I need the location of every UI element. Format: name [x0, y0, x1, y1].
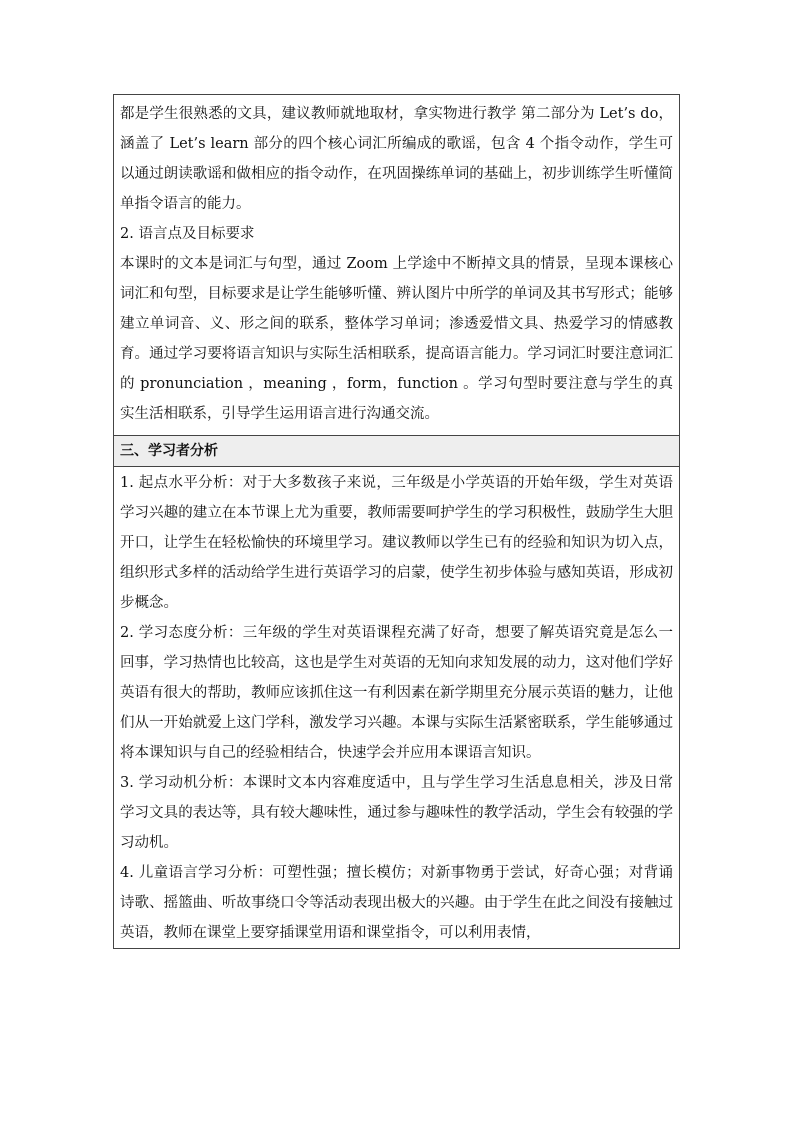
paragraph: 本课时的文本是词汇与句型，通过 Zoom 上学途中不断掉文具的情景，呈现本课核心词汇和句型，目标要求是让学生能够听懂、辨认图片中所学的单词及其书写形式；能够建立单词音、义、形之间的联系，整体学习单词；渗透爱惜文具、热爱学习的情感教育。通过学习要将语言知识与实际生活相联系，提高语言能力。学习词汇时要注意词汇的 pronunciation ，meaning ，form，function 。学习句型时要注意与学生的真实生活相联系，引导学生运用语言进行沟通交流。 — [120, 256, 673, 422]
paragraph: 1. 起点水平分析：对于大多数孩子来说，三年级是小学英语的开始年级，学生对英语学习兴趣的建立在本节课上尤为重要，教师需要呵护学生的学习积极性，鼓励学生大胆开口，让学生在轻松愉快的环境里学习。建议教师以学生已有的经验和知识为切入点，组织形式多样的活动给学生进行英语学习的启蒙，使学生初步体验与感知英语，形成初步概念。 — [120, 475, 673, 611]
learner-analysis-cell — [114, 466, 679, 948]
paragraph: 3. 学习动机分析：本课时文本内容难度适中，且与学生学习生活息息相关，涉及日常学习文具的表达等，具有较大趣味性，通过参与趣味性的教学活动，学生会有较强的学习动机。 — [120, 775, 673, 851]
textbook-analysis-cell — [114, 95, 679, 435]
lesson-plan-table — [113, 94, 680, 949]
paragraph: 4. 儿童语言学习分析：可塑性强；擅长模仿；对新事物勇于尝试，好奇心强；对背诵诗歌、摇篮曲、听故事绕口令等活动表现出极大的兴趣。由于学生在此之间没有接触过英语，教师在课堂上要穿插课堂用语和课堂指令，可以利用表情， — [120, 865, 673, 941]
paragraph: 都是学生很熟悉的文具，建议教师就地取材，拿实物进行教学 第二部分为 Let’s do，涵盖了 Let’s learn 部分的四个核心词汇所编成的歌谣，包含 4 个指令动作，学生可以通过朗读歌谣和做相应的指令动作，在巩固操练单词的基础上，初步训练学生听懂简单指令语言的能力。 — [120, 106, 673, 212]
paragraph: 2. 学习态度分析：三年级的学生对英语课程充满了好奇，想要了解英语究竟是怎么一回事，学习热情也比较高，这也是学生对英语的无知向求知发展的动力，这对他们学好英语有很大的帮助，教师应该抓住这一有利因素在新学期里充分展示英语的魅力，让他们从一开始就爱上这门学科，激发学习兴趣。本课与实际生活紧密联系，学生能够通过将本课知识与自己的经验相结合，快速学会并应用本课语言知识。 — [120, 625, 673, 761]
paragraph: 2. 语言点及目标要求 — [120, 226, 255, 242]
section-header-learner-analysis: 三、学习者分析 — [114, 435, 679, 466]
